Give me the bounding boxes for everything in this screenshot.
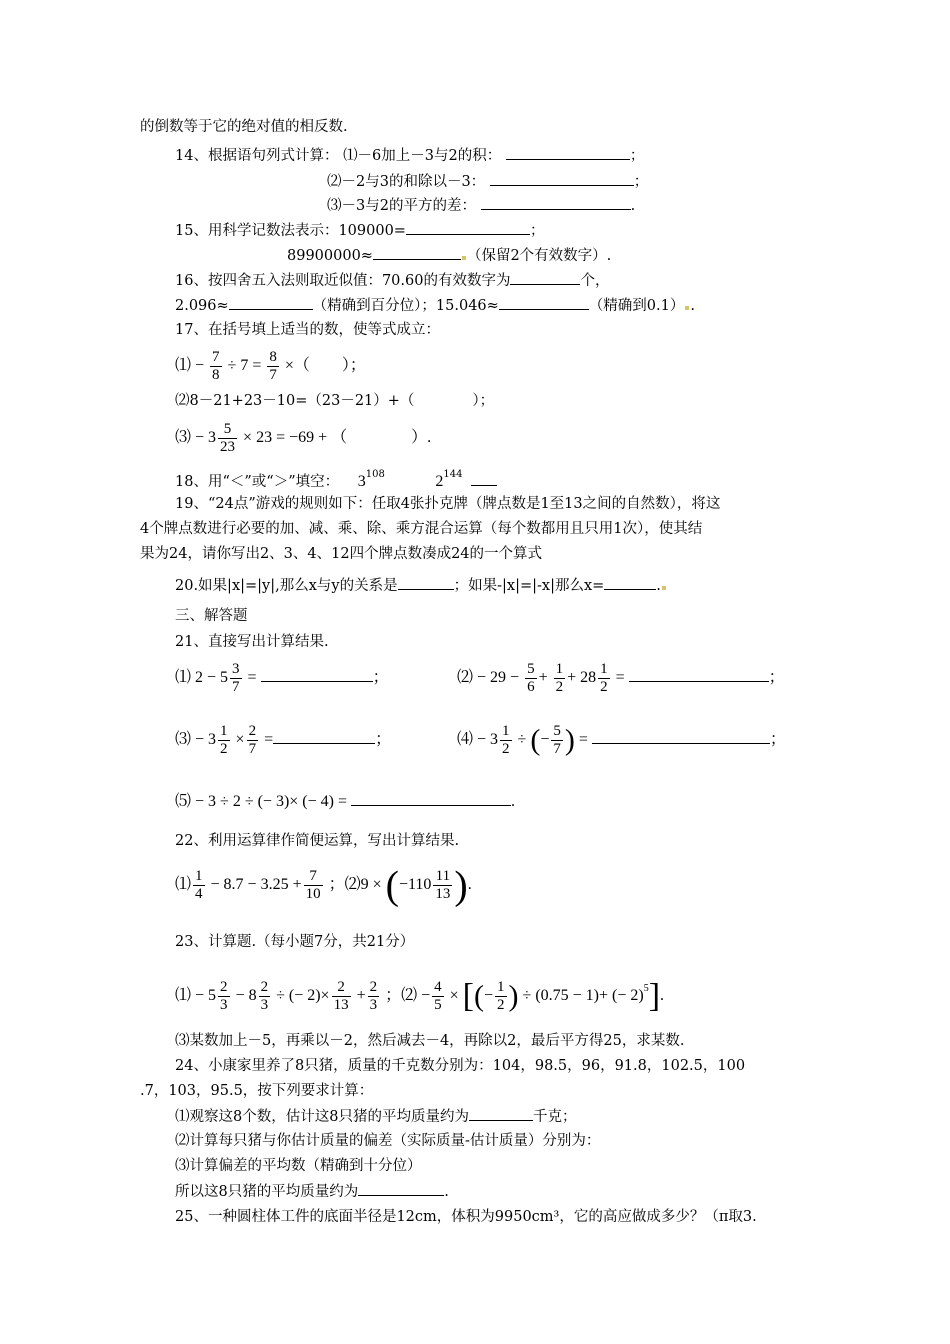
answer-blank[interactable] [592, 729, 770, 744]
question-20: 20.如果|x|=|y|,那么x与y的关系是 ；如果-|x|=|-x|那么x= . [175, 575, 667, 596]
q24-part-3: ⑶计算偏差的平均数（精确到十分位） [175, 1158, 422, 1174]
answer-blank[interactable] [499, 295, 589, 310]
q24-part-4: 所以这8只猪的平均质量约为 . [175, 1181, 449, 1202]
question-25: 25、一种圆柱体工件的底面半径是12cm，体积为9950cm³，它的高应做成多少？（π取3. [175, 1209, 757, 1225]
q21-part-1: ⑴ 2 − 5 $\frac{3}{7}$ = ； [175, 660, 389, 695]
question-19-line-2: 4个牌点数进行必要的加、减、乘、除、乘方混合运算（每个数都用且只用1次），使其结 [140, 521, 703, 537]
q16-label: 16、按四舍五入法则取近似值：70.60的有效数字为 [175, 273, 511, 289]
answer-blank[interactable] [471, 471, 497, 486]
question-17: 17、在括号填上适当的数，使等式成立： [175, 322, 440, 338]
answer-blank[interactable] [406, 220, 530, 235]
question-18: 18、用“＜”或“＞”填空： $3^{108}$ $2^{144}$ [175, 465, 497, 492]
question-16-b: 2.096≈ （精确到百分位）；15.046≈ （精确到0.1） . [175, 295, 695, 316]
question-14: 14、根据语句列式计算： ⑴－6加上－3与2的积： ； [175, 145, 644, 166]
answer-blank[interactable] [351, 791, 511, 806]
question-19-line-1: 19、“24点”游戏的规则如下：任取4张扑克牌（牌点数是1至13之间的自然数），将这 [175, 496, 721, 512]
q14-1-label: ⑴－6加上－3与2的积： [343, 148, 502, 164]
answer-blank[interactable] [506, 145, 630, 160]
q14-3-label: ⑶－3与2的平方的差： [327, 198, 476, 214]
q24-part-2: ⑵计算每只猪与你估计质量的偏差（实际质量-估计质量）分别为： [175, 1133, 601, 1149]
q14-2-label: ⑵－2与3的和除以－3： [327, 174, 486, 190]
q15-label: 15、用科学记数法表示：109000= [175, 223, 406, 239]
answer-blank[interactable] [490, 171, 634, 186]
text-line: 的倒数等于它的绝对值的相反数. [140, 119, 348, 135]
question-21: 21、直接写出计算结果. [175, 634, 329, 650]
q21-part-2: ⑵ − 29 − $\frac{5}{6}$ + $\frac{1}{2}$ + 28 $\frac{1}{2}$ = ； [457, 660, 785, 695]
q22-parts: ⑴ $\frac{1}{4}$ − 8.7 − 3.25 + $\frac{7}{10}$ ；⑵9 × (−110 $\frac{11}{13}$ ). [175, 862, 472, 908]
question-16: 16、按四舍五入法则取近似值：70.60的有效数字为 个， [175, 270, 609, 291]
answer-blank[interactable] [629, 667, 769, 682]
question-15: 15、用科学记数法表示：109000= ； [175, 220, 544, 241]
question-22: 22、利用运算律作简便运算，写出计算结果. [175, 833, 460, 849]
answer-blank[interactable] [469, 1106, 533, 1121]
q21-part-5: ⑸ − 3 ÷ 2 ÷ (− 3)× (− 4) = . [175, 793, 516, 810]
question-14-2: ⑵－2与3的和除以－3： ； [327, 171, 648, 192]
q17-part-2: ⑵8－21+23－10=（23－21）+（ ）； [175, 393, 495, 409]
q21-part-4: ⑷ − 3 $\frac{1}{2}$ ÷ (− $\frac{5}{7}$ ) = ； [457, 722, 786, 757]
q17-part-1: ⑴ − $\frac{7}{8}$ ÷ 7 = $\frac{8}{7}$ ×（ ）； [175, 348, 366, 383]
answer-blank[interactable] [604, 575, 656, 590]
question-14-3: ⑶－3与2的平方的差： . [327, 195, 635, 216]
answer-blank[interactable] [358, 1181, 444, 1196]
q21-part-3: ⑶ − 3 $\frac{1}{2}$ × $\frac{2}{7}$ = ； [175, 722, 392, 757]
question-19-line-3: 果为24，请你写出2、3、4、12四个牌点数凑成24的一个算式 [140, 546, 543, 562]
question-15-b: 89900000≈ （保留2个有效数字）. [287, 245, 611, 266]
q15b-label: 89900000≈ [287, 248, 373, 264]
q14-heading: 14、根据语句列式计算： [175, 148, 339, 164]
question-24-line-2: .7，103，95.5，按下列要求计算： [140, 1083, 374, 1099]
q17-part-3: ⑶ − 3 $\frac{5}{23}$ × 23 = −69 + （ ）. [175, 420, 432, 455]
answer-blank[interactable] [273, 729, 375, 744]
q23-part-3: ⑶某数加上－5，再乘以－2，然后减去－4，再除以2，最后平方得25，求某数. [175, 1033, 685, 1049]
answer-blank[interactable] [261, 667, 373, 682]
answer-blank[interactable] [481, 195, 631, 210]
answer-blank[interactable] [373, 245, 461, 260]
q24-part-1: ⑴观察这8个数，估计这8只猪的平均质量约为 千克； [175, 1106, 576, 1127]
question-24-line-1: 24、小康家里养了8只猪，质量的千克数分别为：104，98.5，96，91.8，102.5，100 [175, 1058, 746, 1074]
answer-blank[interactable] [398, 575, 454, 590]
q23-parts: ⑴ − 5 $\frac{2}{3}$ − 8 $\frac{2}{3}$ ÷ (− 2)× $\frac{2}{13}$ + $\frac{2}{3}$ ；⑵ − $\frac{4}{5}$ × [(− $\frac{1}{2}$ ) ÷ (0.75 − 1)+ (− 2)$^5$]. [175, 977, 665, 1015]
answer-blank[interactable] [229, 295, 313, 310]
answer-blank[interactable] [510, 270, 580, 285]
section-heading: 三、解答题 [175, 608, 248, 624]
question-23: 23、计算题.（每小题7分，共21分） [175, 934, 415, 950]
